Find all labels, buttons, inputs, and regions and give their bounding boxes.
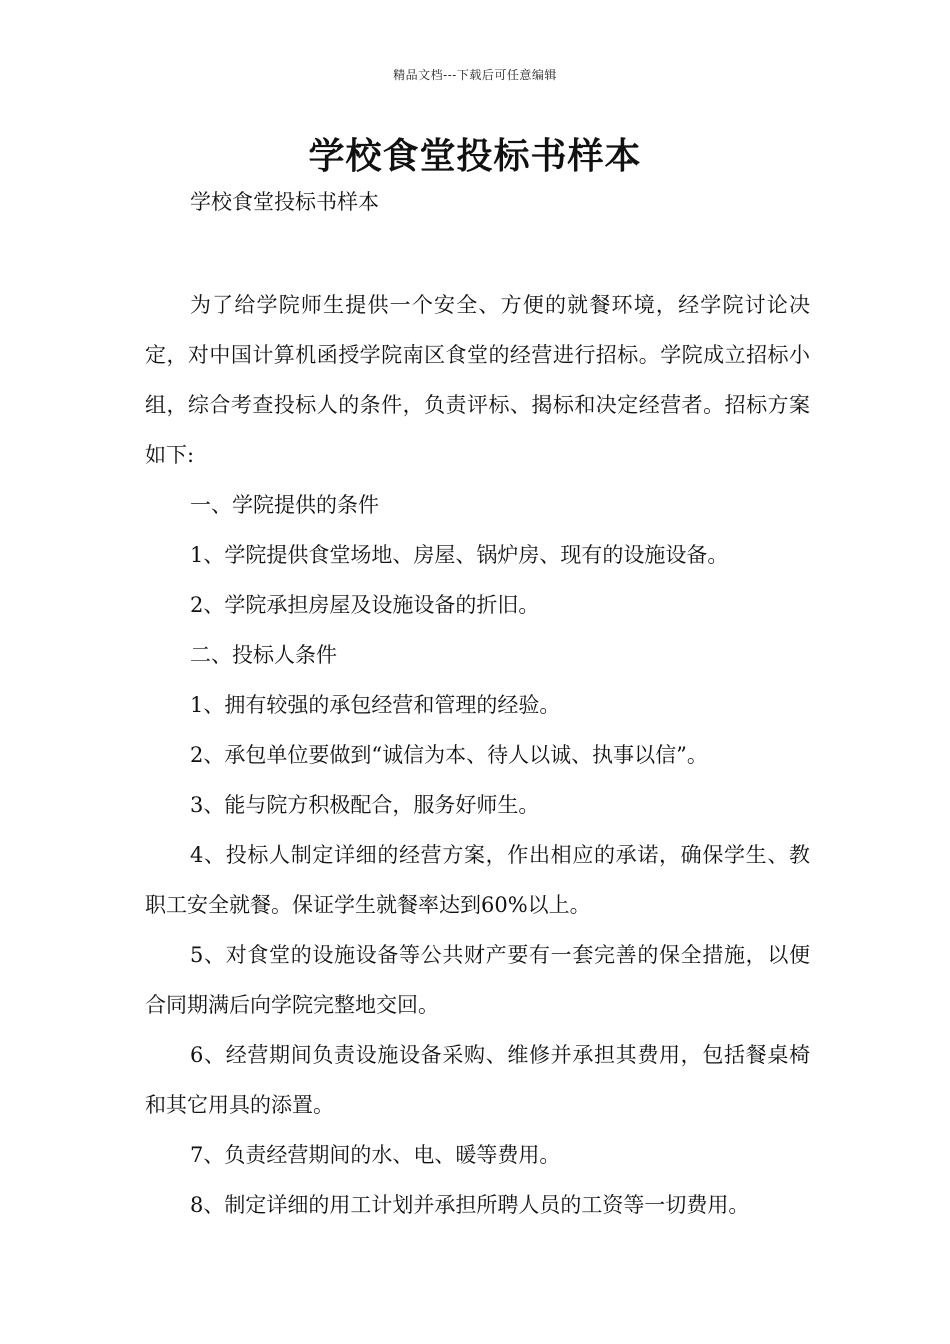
list-item: 5、对食堂的设施设备等公共财产要有一套完善的保全措施，以便合同期满后向学院完整地交回。: [145, 943, 810, 1017]
document-subtitle: 学校食堂投标书样本: [190, 190, 379, 214]
section-heading-1: 一、学院提供的条件: [190, 493, 379, 517]
list-item: 6、经营期间负责设施设备采购、维修并承担其费用，包括餐桌椅和其它用具的添置。: [145, 1043, 810, 1117]
list-item: 8、制定详细的用工计划并承担所聘人员的工资等一切费用。: [190, 1193, 750, 1217]
document-body: [145, 280, 810, 1230]
paragraph-intro: 为了给学院师生提供一个安全、方便的就餐环境，经学院讨论决定，对中国计算机函授学院南区食堂的经营进行招标。学院成立招标小组，综合考查投标人的条件，负责评标、揭标和决定经营者。招标方案如下:: [145, 293, 810, 467]
list-item: 1、学院提供食堂场地、房屋、锅炉房、现有的设施设备。: [190, 543, 729, 567]
list-item: 3、能与院方积极配合，服务好师生。: [190, 793, 540, 817]
document-title: 学校食堂投标书样本: [308, 136, 642, 177]
list-item: 7、负责经营期间的水、电、暖等费用。: [190, 1143, 561, 1167]
list-item: 2、学院承担房屋及设施设备的折旧。: [190, 593, 540, 617]
list-item: 4、投标人制定详细的经营方案，作出相应的承诺，确保学生、教职工安全就餐。保证学生就餐率达到60%以上。: [145, 843, 810, 917]
page-header: 精品文档---下载后可任意编辑: [393, 68, 557, 82]
section-heading-2: 二、投标人条件: [190, 643, 337, 667]
list-item: 1、拥有较强的承包经营和管理的经验。: [190, 693, 561, 717]
list-item: 2、承包单位要做到“诚信为本、待人以诚、执事以信”。: [190, 743, 708, 767]
